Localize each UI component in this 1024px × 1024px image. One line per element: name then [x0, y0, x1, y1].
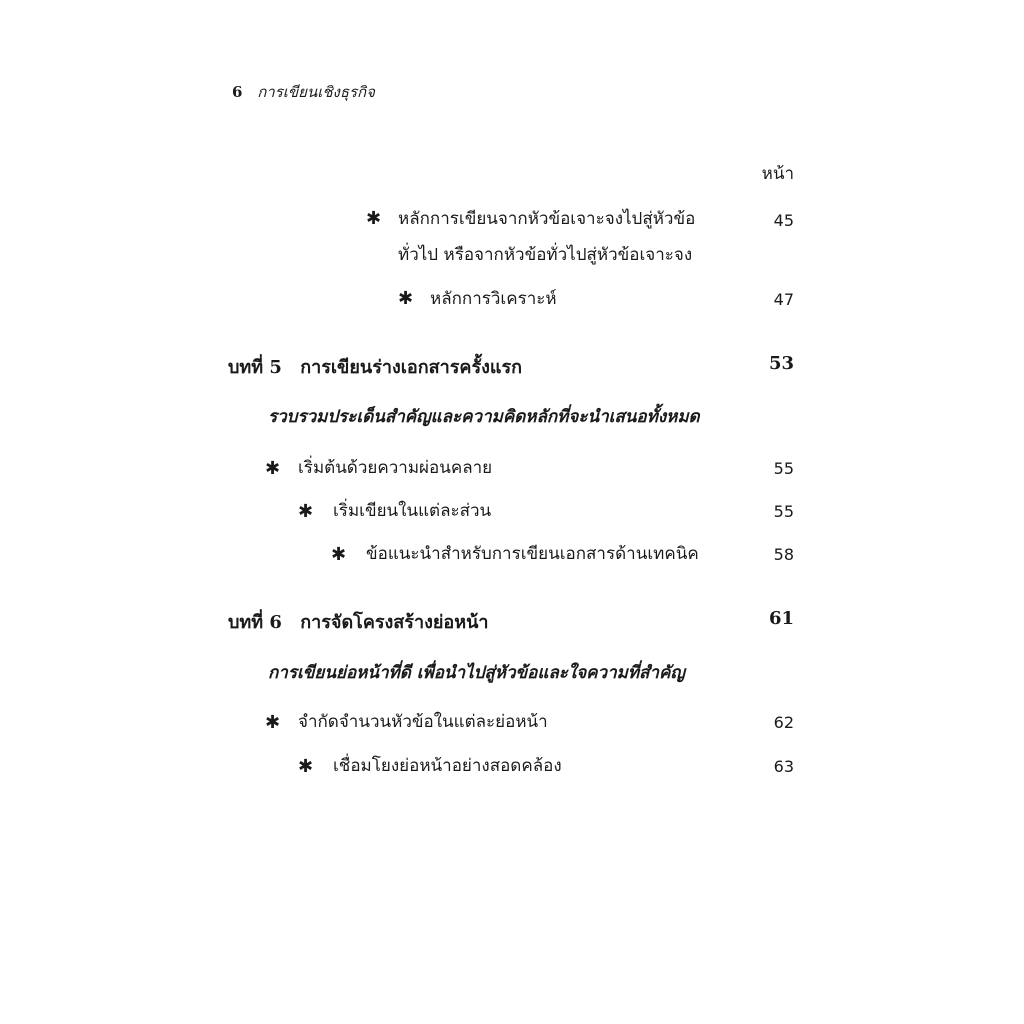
- toc-entry-page: 55: [773, 502, 794, 521]
- toc-entry-page: 62: [773, 713, 794, 732]
- asterisk-bullet-icon: ✱: [298, 501, 314, 522]
- chapter-title: การจัดโครงสร้างย่อหน้า: [300, 612, 489, 633]
- toc-entry-text: หลักการวิเคราะห์: [430, 289, 557, 309]
- header-book-title: การเขียนเชิงธุรกิจ: [257, 83, 375, 101]
- toc-entry-text: เริ่มต้นด้วยความผ่อนคลาย: [298, 458, 493, 478]
- toc-entry-page: 63: [773, 757, 794, 776]
- toc-entry-page: 58: [773, 545, 794, 564]
- asterisk-bullet-icon: ✱: [265, 712, 281, 733]
- chapter-title: การเขียนร่างเอกสารครั้งแรก: [300, 357, 523, 378]
- asterisk-bullet-icon: ✱: [366, 208, 382, 229]
- header-page-number: 6: [232, 83, 243, 101]
- toc-entry-text: หลักการเขียนจากหัวข้อเจาะจงไปสู่หัวข้อ: [398, 209, 696, 229]
- toc-entry-text: เริ่มเขียนในแต่ละส่วน: [333, 501, 492, 521]
- chapter-page: 53: [768, 353, 794, 374]
- chapter-page: 61: [768, 608, 794, 629]
- chapter-number: บทที่ 5: [228, 357, 282, 378]
- section-heading: รวบรวมประเด็นสำคัญและความคิดหลักที่จะนำเสนอทั้งหมด: [268, 407, 700, 427]
- asterisk-bullet-icon: ✱: [265, 458, 281, 479]
- section-heading: การเขียนย่อหน้าที่ดี เพื่อนำไปสู่หัวข้อและใจความที่สำคัญ: [268, 663, 685, 683]
- asterisk-bullet-icon: ✱: [398, 288, 414, 309]
- toc-entry-text: ข้อแนะนำสำหรับการเขียนเอกสารด้านเทคนิค: [366, 544, 699, 564]
- page-column-label: หน้า: [761, 164, 794, 184]
- running-header: [232, 80, 375, 104]
- toc-entry-page: 47: [773, 290, 794, 309]
- chapter-number: บทที่ 6: [228, 612, 282, 633]
- toc-entry-text: เชื่อมโยงย่อหน้าอย่างสอดคล้อง: [333, 756, 562, 776]
- toc-entry-page: 45: [773, 211, 794, 230]
- toc-entry-page: 55: [773, 459, 794, 478]
- chapter-heading: [228, 352, 522, 381]
- chapter-heading: [228, 607, 489, 636]
- asterisk-bullet-icon: ✱: [331, 544, 347, 565]
- toc-entry-text: จำกัดจำนวนหัวข้อในแต่ละย่อหน้า: [298, 712, 548, 732]
- asterisk-bullet-icon: ✱: [298, 756, 314, 777]
- toc-entry-text-continued: ทั่วไป หรือจากหัวข้อทั่วไปสู่หัวข้อเจาะจง: [398, 245, 693, 265]
